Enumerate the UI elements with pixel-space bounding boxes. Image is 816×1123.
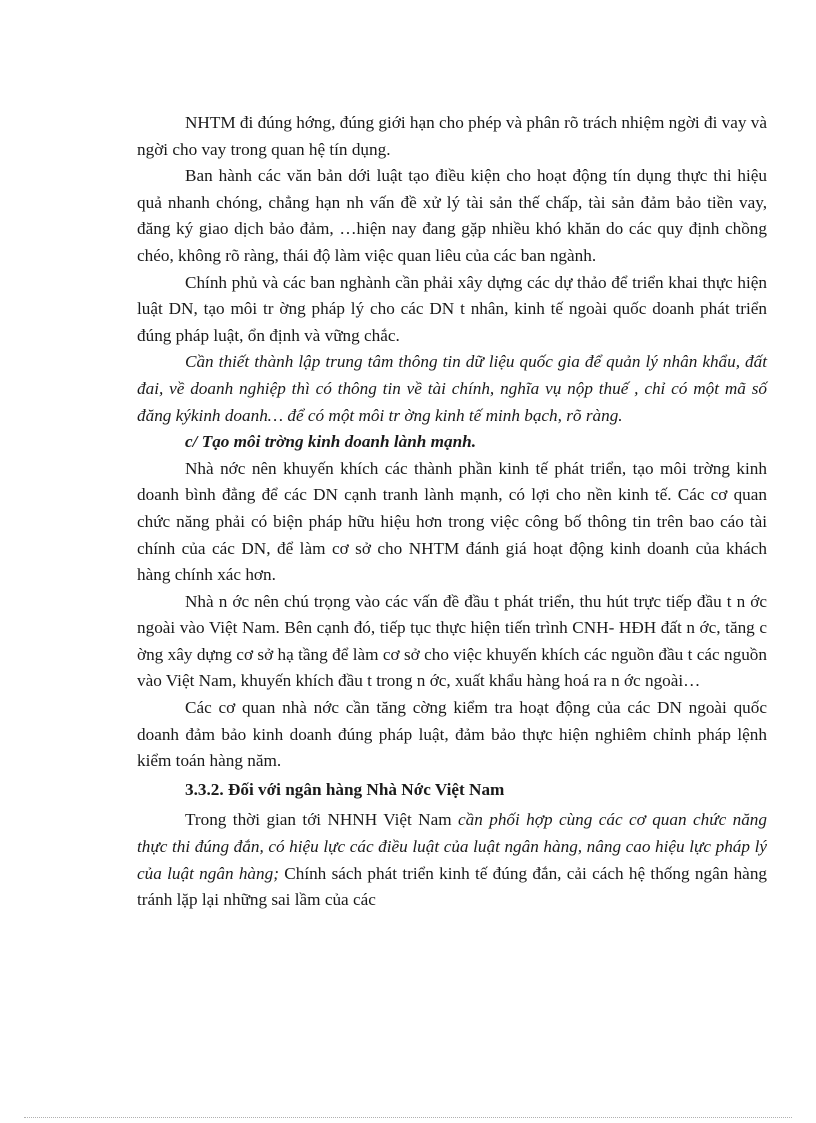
- paragraph-8-start: Trong thời gian tới NHNH Việt Nam: [185, 810, 458, 830]
- paragraph-5: Nhà nớc nên khuyến khích các thành phần kinh tế phát triển, tạo môi trờng kinh doanh bình đẳng để các DN cạnh tranh lành mạnh, có lợi cho nền kinh tế. Các cơ quan chức năng phải có biện pháp hữu hiệu hơn trong việc công bố thông tin trên bao cáo tài chính của các DN, để làm cơ sở cho NHTM đánh giá hoạt động kinh doanh của khách hàng chính xác hơn.: [137, 458, 767, 585]
- paragraph-7: Các cơ quan nhà nớc cần tăng cờng kiểm tra hoạt động của các DN ngoài quốc doanh đảm bảo kinh doanh đúng pháp luật, đảm bảo thực hiện nghiêm chỉnh pháp lệnh kiểm toán hàng năm.: [137, 698, 767, 771]
- paragraph-8-italic: cần phối hợp cùng các cơ quan chức năng thực thi đúng đắn, có hiệu lực các điều luật của luật ngân hàng, nâng cao hiệu lực pháp lý của luật ngân hàng;: [137, 810, 767, 883]
- paragraph-8: [137, 807, 767, 913]
- paragraph-2: Ban hành các văn bản dới luật tạo điều kiện cho hoạt động tín dụng thực thi hiệu quả nhanh chóng, chẳng hạn nh vấn đề xử lý tài sản thế chấp, tài sản đảm bảo tiền vay, đăng ký giao dịch bảo đảm, …hiện nay đang gặp nhiều khó khăn do các quy định chồng chéo, không rõ ràng, thái độ làm việc quan liêu của các ban ngành.: [137, 166, 767, 265]
- paragraph-3: Chính phủ và các ban nghành cần phải xây dựng các dự thảo để triển khai thực hiện luật DN, tạo môi tr ờng pháp lý cho các DN t nhân, kinh tế ngoài quốc doanh phát triển đúng pháp luật, ổn định và vững chắc.: [137, 272, 767, 345]
- paragraph-4-italic: Cần thiết thành lập trung tâm thông tin dữ liệu quốc gia để quản lý nhân khẩu, đất đai, về doanh nghiệp thì có thông tin về tài chính, nghĩa vụ nộp thuế , chỉ có một mã số đăng kýkinh doanh… để có một môi tr ờng kinh tế minh bạch, rõ ràng.: [137, 352, 767, 425]
- page-bottom-dotted-rule: [24, 1117, 792, 1118]
- paragraph-1: NHTM đi đúng hớng, đúng giới hạn cho phép và phân rõ trách nhiệm ngời đi vay và ngời cho vay trong quan hệ tín dụng.: [137, 113, 767, 159]
- section-heading-c: c/ Tạo môi trờng kinh doanh lành mạnh.: [185, 432, 476, 452]
- section-heading-3-3-2: 3.3.2. Đối với ngân hàng Nhà Nớc Việt Nam: [185, 779, 505, 799]
- paragraph-8-end: Chính sách phát triển kinh tế đúng đắn, cải cách hệ thống ngân hàng tránh lặp lại những sai lầm của các: [137, 863, 768, 910]
- paragraph-6: Nhà n ớc nên chú trọng vào các vấn đề đầu t phát triển, thu hút trực tiếp đầu t n ớc ngoài vào Việt Nam. Bên cạnh đó, tiếp tục thực hiện tiến trình CNH- HĐH đất n ớc, tăng c ờng xây dựng cơ sở hạ tầng để làm cơ sở cho việc khuyến khích các nguồn đầu t các nguồn vào Việt Nam, khuyến khích đầu t trong n ớc, xuất khẩu hàng hoá ra n ớc ngoài…: [137, 591, 767, 691]
- document-body: [137, 110, 767, 914]
